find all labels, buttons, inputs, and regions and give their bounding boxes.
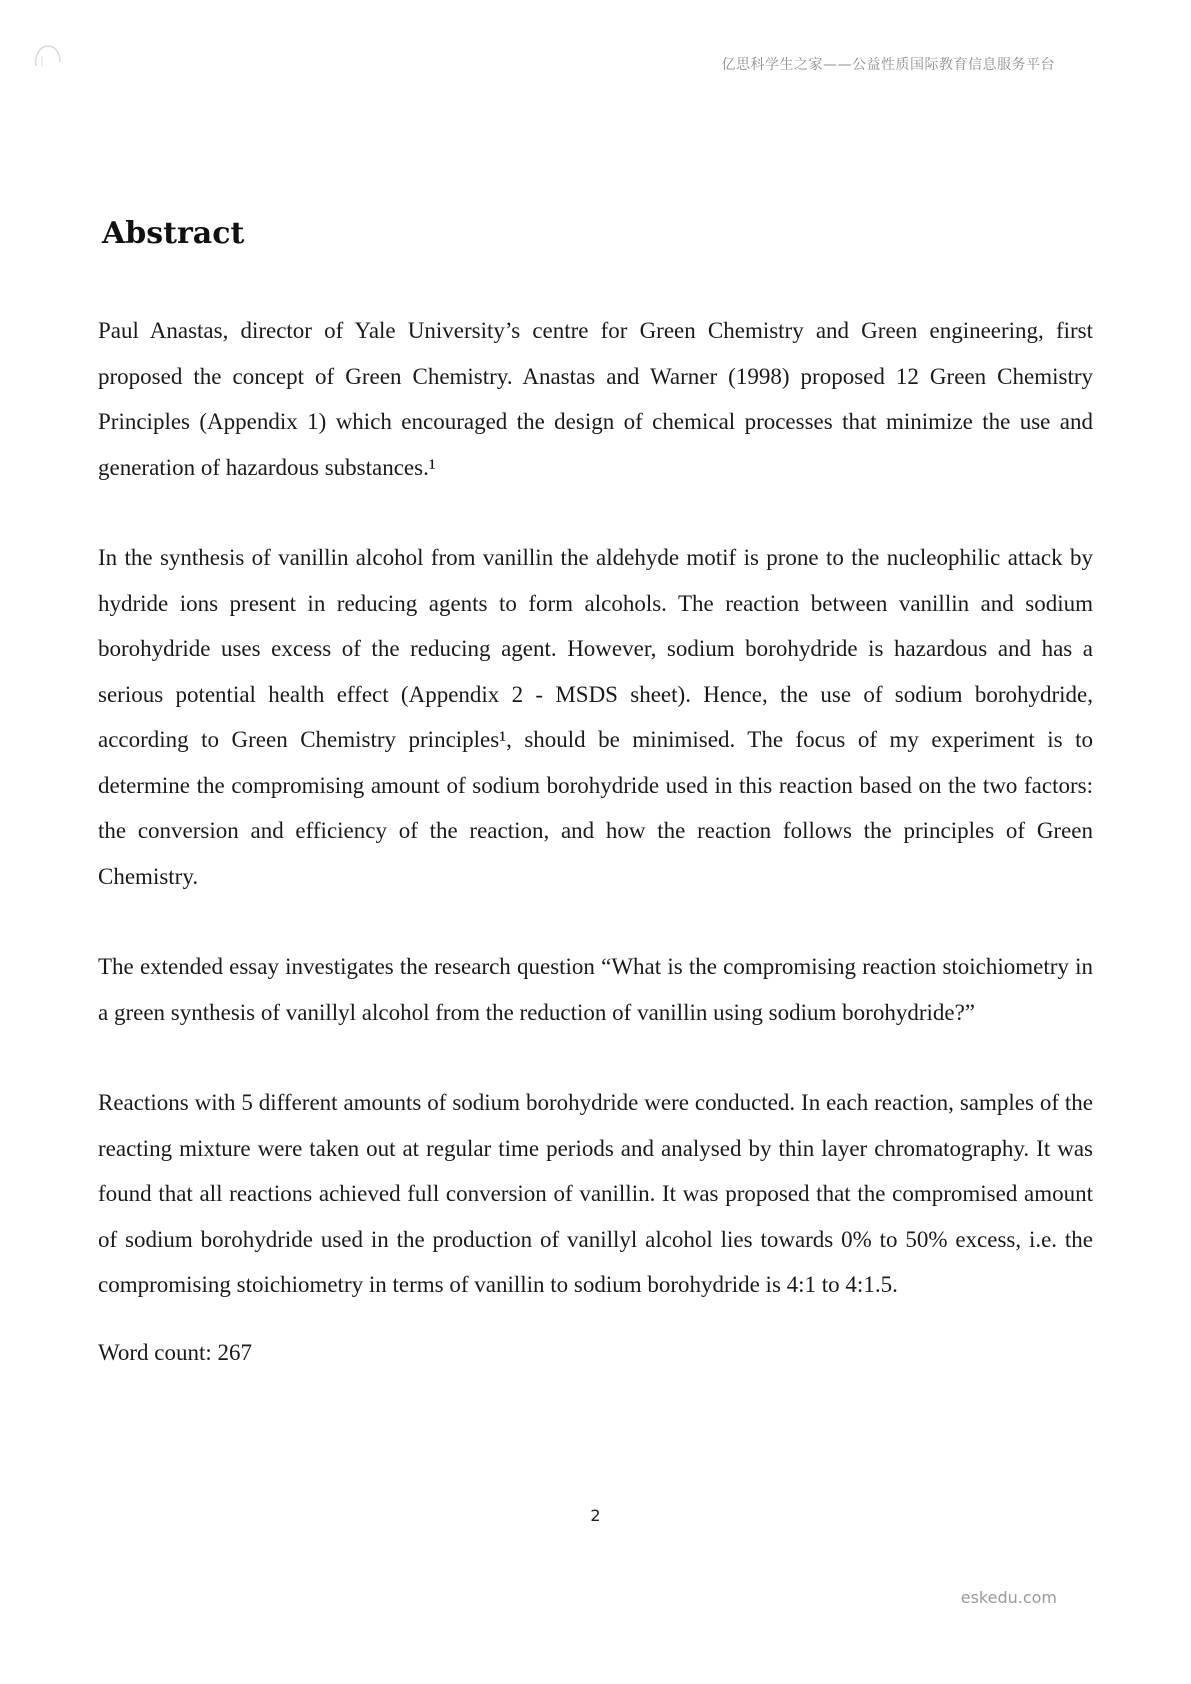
word-count: Word count: 267 [98, 1339, 253, 1365]
paragraph-intro: Paul Anastas, director of Yale University’s centre for Green Chemistry and Green engineering, first proposed the concept of Green Chemistry. Anastas and Warner (1998) proposed 12 Green Chemistry Principles (Appendix 1) which encouraged the design of chemical processes that minimize the use and generation of hazardous substances.¹ [98, 318, 1093, 480]
paragraph-results: Reactions with 5 different amounts of sodium borohydride were conducted. In each reaction, samples of the reacting mixture were taken out at regular time periods and analysed by thin layer chromatography. It was found that all reactions achieved full conversion of vanillin. It was proposed that the compromised amount of sodium borohydride used in the production of vanillyl alcohol lies towards 0% to 50% excess, i.e. the compromising stoichiometry in terms of vanillin to sodium borohydride is 4:1 to 4:1.5. [98, 1090, 1093, 1297]
footer-site-url: eskedu.com [960, 1588, 1057, 1607]
header-site-text: 亿思科学生之家——公益性质国际教育信息服务平台 [721, 57, 1055, 73]
abstract-title: Abstract [102, 216, 245, 251]
page-number: 2 [590, 1506, 601, 1525]
paragraph-synthesis: In the synthesis of vanillin alcohol from vanillin the aldehyde motif is prone to the nucleophilic attack by hydride ions present in reducing agents to form alcohols. The reaction between vanillin and sodium borohydride uses excess of the reducing agent. However, sodium borohydride is hazardous and has a serious potential health effect (Appendix 2 - MSDS sheet). Hence, the use of sodium borohydride, according to Green Chemistry principles¹, should be minimised. The focus of my experiment is to determine the compromising amount of sodium borohydride used in this reaction based on the two factors: the conversion and efficiency of the reaction, and how the reaction follows the principles of Green Chemistry. [98, 545, 1093, 889]
paragraph-research-question: The extended essay investigates the research question “What is the compromising reaction stoichiometry in a green synthesis of vanillyl alcohol from the reduction of vanillin using sodium borohydride?” [98, 954, 1093, 1025]
abstract-body [98, 308, 1093, 1375]
corner-logo-icon [30, 42, 64, 70]
